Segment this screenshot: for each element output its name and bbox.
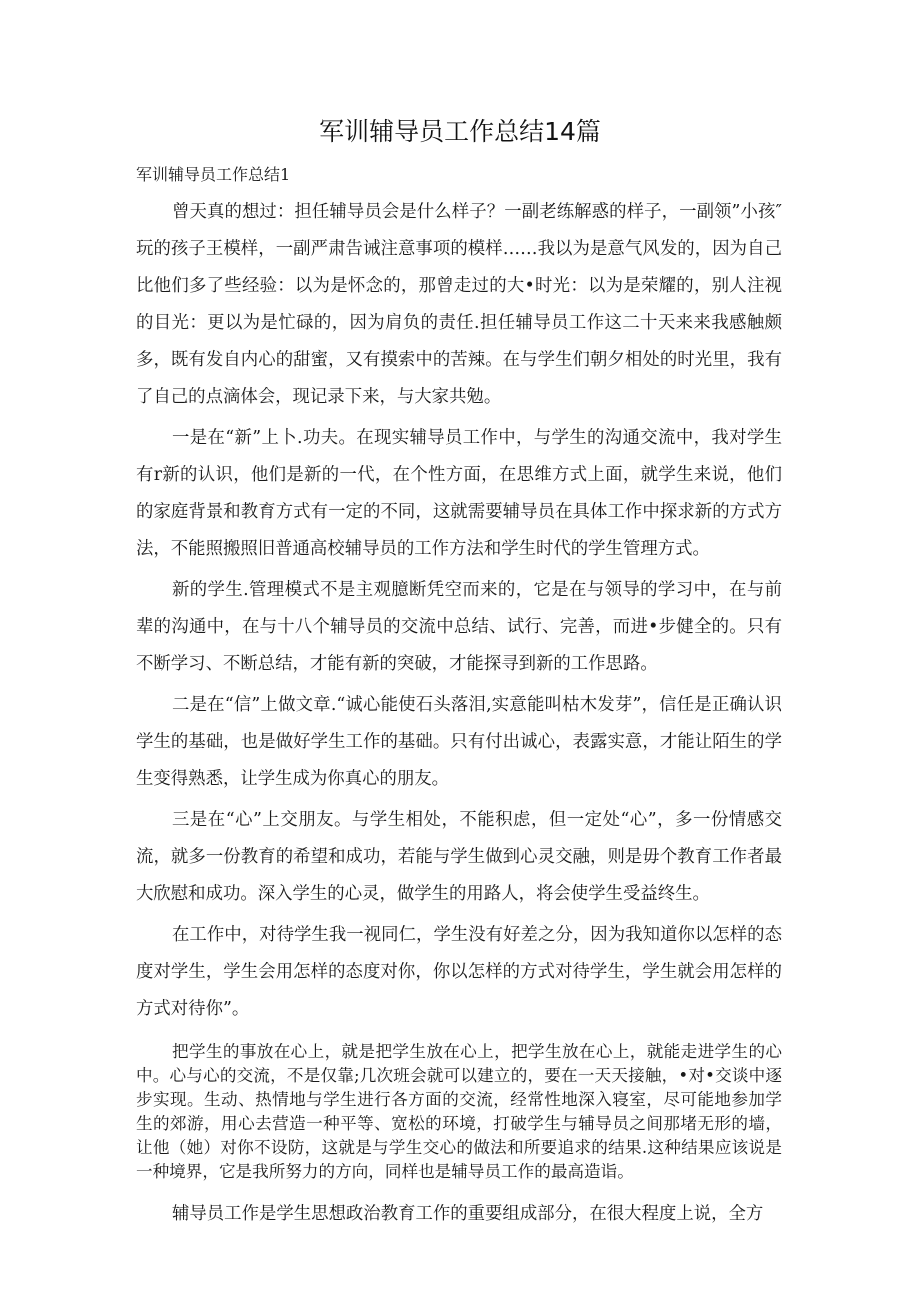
paragraph-heart-to-heart: 把学生的事放在心上，就是把学生放在心上，把学生放在心上，就能走进学生的心中。心与心的交流，不是仅靠;几次班会就可以建立的，要在一天天接触，•对•交谈中逐步实现。生动、热情地与学生进行各方面的交流，经常性地深入寝室，尽可能地参加学生的郊游，用心去营造一种平等、宽松的环境，打破学生与辅导员之间那堵无形的墙，让他（她）对你不设防，这就是与学生交心的做法和所要追求的结果.这种结果应该说是一种境界，它是我所努力的方向，同样也是辅导员工作的最高造诣。	[136, 1042, 782, 1181]
document-body	[136, 194, 782, 1237]
section-heading: 军训辅导员工作总结1	[136, 165, 291, 184]
paragraph-equal-treatment: 在工作中，对待学生我一视同仁，学生没有好差之分，因为我知道你以怎样的态度对学生，学生会用怎样的态度对你，你以怎样的方式对待学生，学生就会用怎样的方式对待你”。	[136, 925, 782, 1019]
paragraph-point-trust: 二是在“信”上做文章.“诚心能使石头落泪,实意能叫枯木发芽”，信任是正确认识学生的基础，也是做好学生工作的基础。只有付出诚心，表露实意，才能让陌生的学生变得熟悉，让学生成为你真心的朋友。	[136, 695, 782, 789]
paragraph-counselor-role: 辅导员工作是学生思想政治教育工作的重要组成部分，在很大程度上说，全方	[172, 1204, 764, 1224]
paragraph-point-heart: 三是在“心”上交朋友。与学生相处，不能积虑，但一定处“心”，多一份情感交流，就多一份教育的希望和成功，若能与学生做到心灵交融，则是毋个教育工作者最大欣慰和成功。深入学生的心灵，做学生的用路人，将会使学生受益终生。	[136, 810, 782, 904]
paragraph-point-new: 一是在“新”上卜.功夫。在现实辅导员工作中，与学生的沟通交流中，我对学生有r新的认识，他们是新的一代，在个性方面，在思维方式上面，就学生来说，他们的家庭背景和教育方式有一定的不同，这就需要辅导员在具体工作中探求新的方式方法，不能照搬照旧普通高校辅导员的工作方法和学生时代的学生管理方式。	[136, 428, 782, 559]
paragraph-intro: 曾天真的想过：担任辅导员会是什么样子？一副老练解惑的样子，一副领”小孩″玩的孩子王模样，一副严肃告诫注意事项的模样……我以为是意气风发的，因为自己比他们多了些经验：以为是怀念的，那曾走过的大•时光：以为是荣耀的，别人注视的目光：更以为是忙碌的，因为肩负的责任.担任辅导员工作这二十天来来我感触颇多，既有发自内心的甜蜜，又有摸索中的苦辣。在与学生们朝夕相处的时光里，我有了自己的点滴体会，现记录下来，与大家共勉。	[136, 202, 782, 407]
document-title: 军训辅导员工作总结14篇	[319, 117, 601, 146]
paragraph-new-management: 新的学生.管理模式不是主观臆断凭空而来的，它是在与领导的学习中，在与前辈的沟通中，在与十八个辅导员的交流中总结、试行、完善，而进•步健全的。只有不断学习、不断总结，才能有新的突破，才能探寻到新的工作思路。	[136, 580, 782, 674]
